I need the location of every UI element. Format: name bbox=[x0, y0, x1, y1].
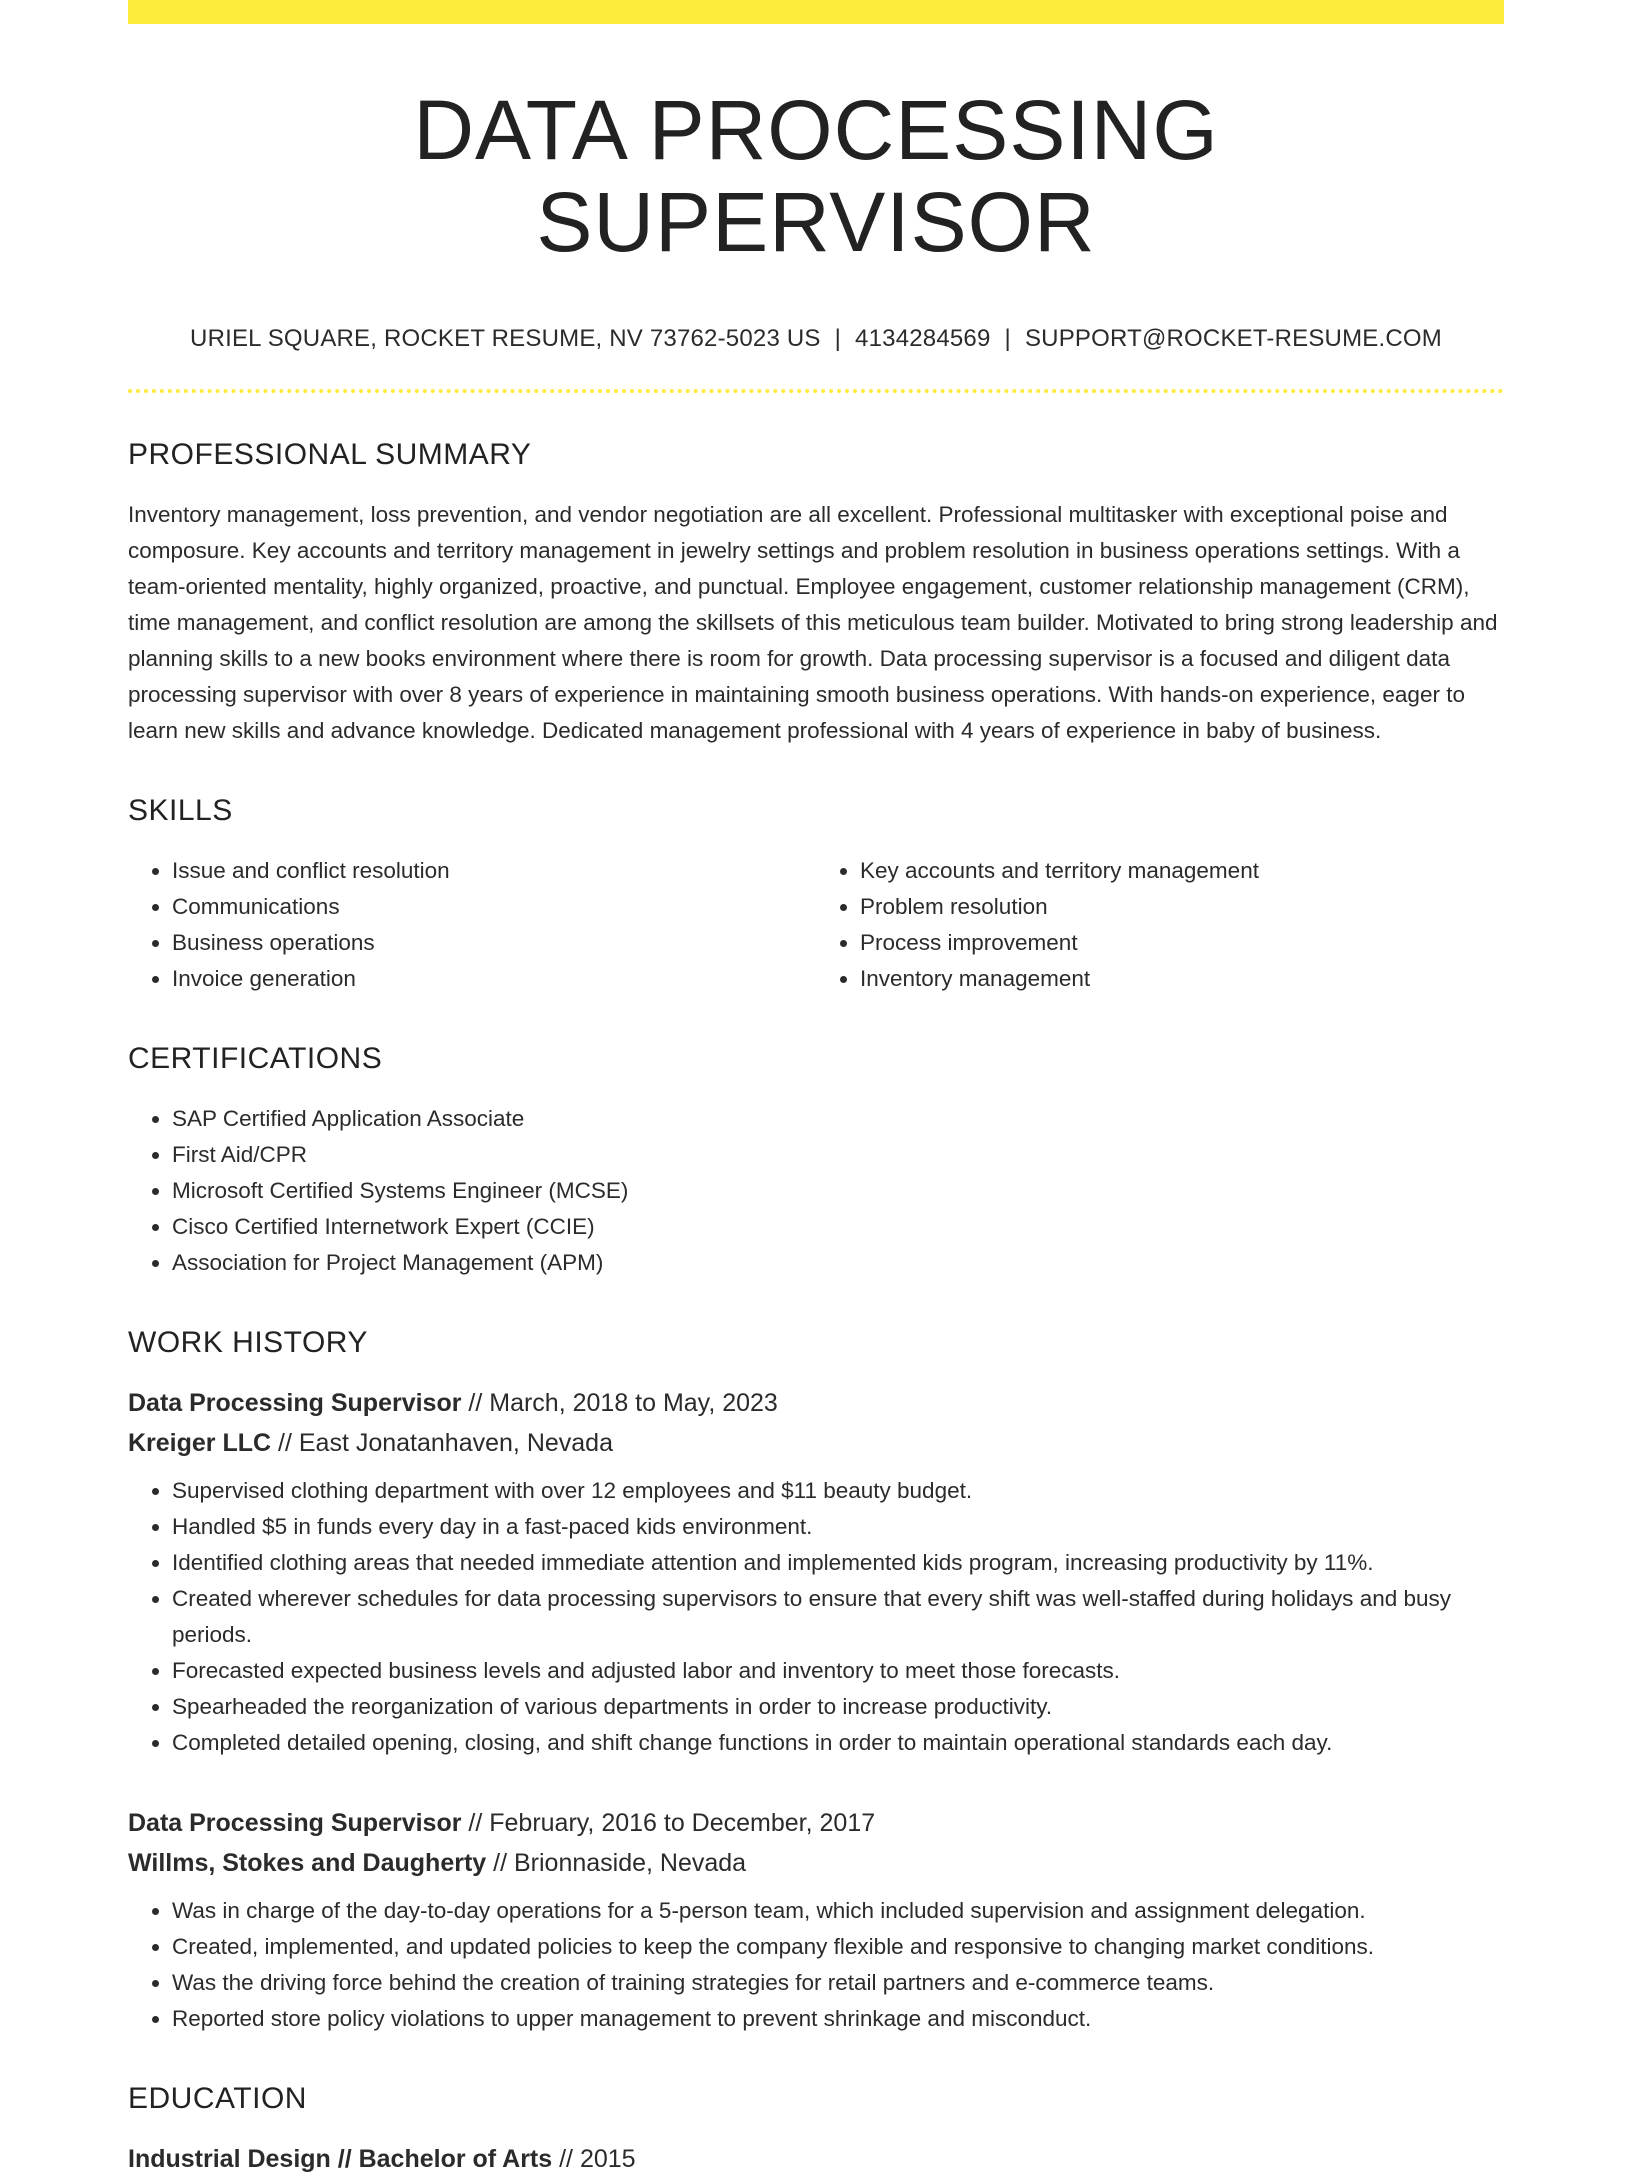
skill-item: • Issue and conflict resolution bbox=[172, 853, 816, 889]
job-dates: // February, 2016 to December, 2017 bbox=[461, 1808, 876, 1837]
skills-list-left bbox=[128, 853, 816, 997]
certifications-heading: CERTIFICATIONS bbox=[128, 1041, 383, 1075]
summary-heading: PROFESSIONAL SUMMARY bbox=[128, 437, 532, 471]
contact-separator: | bbox=[1004, 324, 1011, 352]
job-bullet: • Spearheaded the reorganization of various departments in order to increase productivity. bbox=[172, 1689, 1504, 1725]
job-role: Data Processing Supervisor bbox=[128, 1808, 462, 1837]
job-bullet: • Created, implemented, and updated policies to keep the company flexible and responsive to changing market conditions. bbox=[172, 1929, 1504, 1965]
job-bullet: • Identified clothing areas that needed immediate attention and implemented kids program, increasing productivity by 11%. bbox=[172, 1545, 1504, 1581]
job-bullets bbox=[128, 1473, 1504, 1761]
job-bullet: • Was in charge of the day-to-day operations for a 5-person team, which included supervision and assignment delegation. bbox=[172, 1893, 1504, 1929]
contact-separator: | bbox=[834, 324, 842, 352]
job-role: Data Processing Supervisor bbox=[128, 1388, 462, 1417]
job-bullet: • Handled $5 in funds every day in a fast-paced kids environment. bbox=[172, 1509, 1504, 1545]
summary-text: Inventory management, loss prevention, and vendor negotiation are all excellent. Professional multitasker with exceptional poise and composure. Key accounts and territory management in jewelry settings and problem resolution in business operations settings. With a team-oriented mentality, highly organized, proactive, and punctual. Employee engagement, customer relationship management (CRM), time management, and conflict resolution are among the skillsets of this meticulous team builder. Motivated to bring strong leadership and planning skills to a new books environment where there is room for growth. Data processing supervisor is a focused and diligent data processing supervisor with over 8 years of experience in maintaining smooth business operations. With hands-on experience, eager to learn new skills and advance knowledge. Dedicated management professional with 4 years of experience in baby of business. bbox=[128, 501, 1498, 743]
skill-item: • Business operations bbox=[172, 925, 816, 961]
skill-item: • Key accounts and territory management bbox=[860, 853, 1504, 889]
certification-item: • SAP Certified Application Associate bbox=[172, 1101, 1504, 1137]
education-year: // 2015 bbox=[552, 2144, 636, 2173]
header-divider bbox=[128, 389, 1504, 393]
skill-item: • Invoice generation bbox=[172, 961, 816, 997]
job-entry bbox=[128, 1383, 1504, 1761]
job-entry bbox=[128, 1803, 1504, 2037]
skill-item: • Inventory management bbox=[860, 961, 1504, 997]
job-bullet: • Created wherever schedules for data processing supervisors to ensure that every shift was well-staffed during holidays and busy periods. bbox=[172, 1581, 1504, 1653]
job-title-line bbox=[128, 1383, 1504, 1423]
skill-item: • Process improvement bbox=[860, 925, 1504, 961]
resume-name-title: DATA PROCESSING SUPERVISOR bbox=[413, 83, 1219, 270]
job-bullet: • Supervised clothing department with over 12 employees and $11 beauty budget. bbox=[172, 1473, 1504, 1509]
job-bullets bbox=[128, 1893, 1504, 2037]
skill-item: • Communications bbox=[172, 889, 816, 925]
job-company-line bbox=[128, 1423, 1504, 1463]
contact-email: SUPPORT@ROCKET-RESUME.COM bbox=[1024, 324, 1442, 352]
skills-list-right bbox=[816, 853, 1504, 997]
skills-heading: SKILLS bbox=[128, 793, 233, 827]
resume-page bbox=[128, 0, 1504, 2179]
education-heading: EDUCATION bbox=[128, 2081, 307, 2115]
job-location: // East Jonatanhaven, Nevada bbox=[271, 1428, 613, 1457]
education-entry bbox=[128, 2139, 1504, 2179]
job-bullet: • Forecasted expected business levels and adjusted labor and inventory to meet those forecasts. bbox=[172, 1653, 1504, 1689]
job-dates: // March, 2018 to May, 2023 bbox=[461, 1388, 778, 1417]
job-bullet: • Reported store policy violations to upper management to prevent shrinkage and misconduct. bbox=[172, 2001, 1504, 2037]
certification-item: • Association for Project Management (APM) bbox=[172, 1245, 1504, 1281]
job-company: Willms, Stokes and Daugherty bbox=[128, 1848, 487, 1877]
certification-item: • First Aid/CPR bbox=[172, 1137, 1504, 1173]
job-bullet: • Completed detailed opening, closing, and shift change functions in order to maintain operational standards each day. bbox=[172, 1725, 1504, 1761]
job-company: Kreiger LLC bbox=[128, 1428, 272, 1457]
top-accent-bar bbox=[128, 0, 1504, 24]
contact-line bbox=[128, 325, 1504, 353]
job-bullet: • Was the driving force behind the creation of training strategies for retail partners and e-commerce teams. bbox=[172, 1965, 1504, 2001]
certification-item: • Microsoft Certified Systems Engineer (MCSE) bbox=[172, 1173, 1504, 1209]
skill-item: • Problem resolution bbox=[860, 889, 1504, 925]
certifications-list bbox=[128, 1101, 1504, 1281]
certification-item: • Cisco Certified Internetwork Expert (CCIE) bbox=[172, 1209, 1504, 1245]
job-location: // Brionnaside, Nevada bbox=[486, 1848, 747, 1877]
contact-address: URIEL SQUARE, ROCKET RESUME, NV 73762-5023 US bbox=[190, 324, 821, 352]
education-degree: Industrial Design // Bachelor of Arts bbox=[128, 2144, 553, 2173]
job-title-line bbox=[128, 1803, 1504, 1843]
work-history-heading: WORK HISTORY bbox=[128, 1325, 368, 1359]
job-company-line bbox=[128, 1843, 1504, 1883]
contact-phone: 4134284569 bbox=[855, 324, 991, 352]
skills-grid bbox=[128, 853, 1504, 997]
